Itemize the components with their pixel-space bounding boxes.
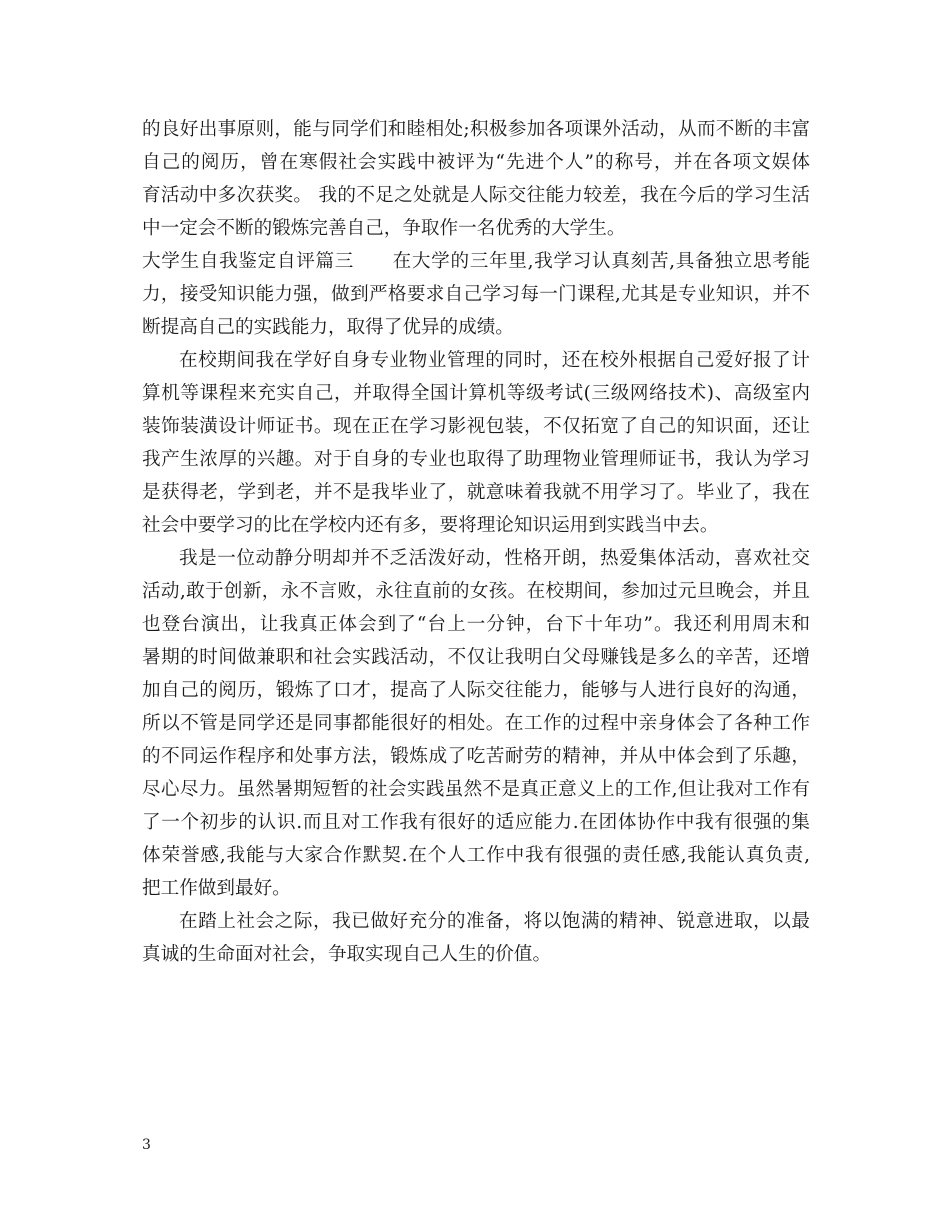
text-line: 自己的阅历，曾在寒假社会实践中被评为“先进个人”的称号，并在各项文娱体 [142,152,810,173]
text-line: 的不同运作程序和处事方法，锻炼成了吃苦耐劳的精神，并从中体会到了乐趣， [142,746,810,767]
text-line: 加自己的阅历，锻炼了口才，提高了人际交往能力，能够与人进行良好的沟通， [142,680,810,701]
text-line: 体荣誉感,我能与大家合作默契.在个人工作中我有很强的责任感,我能认真负责, [142,845,810,866]
text-line: 把工作做到最好。 [142,878,291,899]
paragraph-start-line: 在踏上社会之际，我已做好充分的准备，将以饱满的精神、锐意进取，以最 [179,911,810,932]
text-line: 所以不管是同学还是同事都能很好的相处。在工作的过程中亲身体会了各种工作 [142,713,810,734]
text-line: 装饰装潢设计师证书。现在正在学习影视包装，不仅拓宽了自己的知识面，还让 [142,416,810,437]
text-line: 的良好出事原则，能与同学们和睦相处;积极参加各项课外活动，从而不断的丰富 [142,119,810,140]
text-line: 断提高自己的实践能力，取得了优异的成绩。 [142,317,514,338]
text-line: 算机等课程来充实自己，并取得全国计算机等级考试(三级网络技术)、高级室内 [142,383,810,404]
text-line: 中一定会不断的锻炼完善自己，争取作一名优秀的大学生。 [142,218,626,239]
text-line: 我产生浓厚的兴趣。对于自身的专业也取得了助理物业管理师证书，我认为学习 [142,449,810,470]
text-line: 尽心尽力。虽然暑期短暂的社会实践虽然不是真正意义上的工作,但让我对工作有 [142,779,810,800]
paragraph-start-line: 在校期间我在学好自身专业物业管理的同时，还在校外根据自己爱好报了计 [179,350,810,371]
text-line: 力，接受知识能力强，做到严格要求自己学习每一门课程,尤其是专业知识，并不 [142,284,810,305]
document-body [142,113,810,971]
text-line: 社会中要学习的比在学校内还有多，要将理论知识运用到实践当中去。 [142,515,719,536]
section-heading-line: 大学生自我鉴定自评篇三 在大学的三年里,我学习认真刻苦,具备独立思考能 [142,251,810,272]
text-line: 真诚的生命面对社会，争取实现自己人生的价值。 [142,944,552,965]
text-line: 活动,敢于创新，永不言败，永往直前的女孩。在校期间，参加过元旦晚会，并且 [142,581,810,602]
text-line: 育活动中多次获奖。 我的不足之处就是人际交往能力较差，我在今后的学习生活 [142,185,810,206]
page-number: 3 [142,1137,151,1153]
text-line: 暑期的时间做兼职和社会实践活动，不仅让我明白父母赚钱是多么的辛苦，还增 [142,647,810,668]
text-line: 也登台演出，让我真正体会到了“台上一分钟，台下十年功”。我还利用周末和 [142,614,810,635]
text-line: 是获得老，学到老，并不是我毕业了，就意味着我就不用学习了。毕业了，我在 [142,482,810,503]
text-line: 了一个初步的认识.而且对工作我有很好的适应能力.在团体协作中我有很强的集 [142,812,810,833]
paragraph-start-line: 我是一位动静分明却并不乏活泼好动，性格开朗，热爱集体活动，喜欢社交 [179,548,810,569]
